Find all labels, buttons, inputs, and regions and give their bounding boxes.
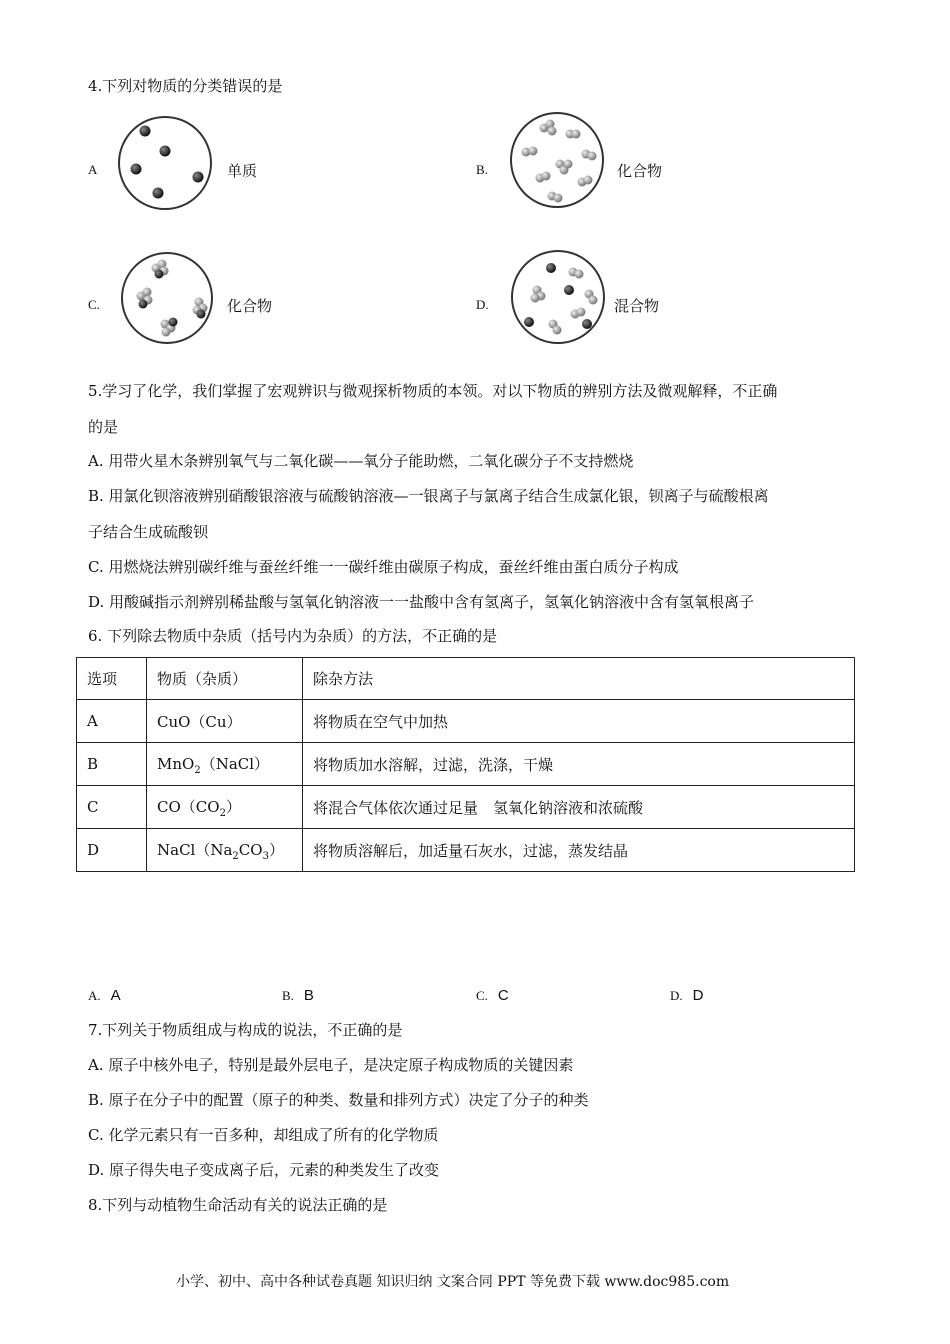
q4-option-c-label: 化合物: [227, 297, 273, 315]
q4-option-c-diagram: [121, 252, 213, 344]
q7-option-c: C. 化学元素只有一百多种，却组成了所有的化学物质: [88, 1126, 439, 1144]
q7-stem: 7.下列关于物质组成与构成的说法，不正确的是: [88, 1021, 403, 1039]
q5-stem-line1: 5.学习了化学，我们掌握了宏观辨识与微观探析物质的本领。对以下物质的辨别方法及微观解释，不正确: [88, 382, 778, 400]
row-option: D: [77, 829, 147, 872]
footer-text: 小学、初中、高中各种试卷真题 知识归纳 文案合同 PPT 等免费下载 www.doc985.com: [176, 1274, 730, 1290]
q6-answer-b: B. B: [282, 987, 314, 1004]
q4-option-b-label: 化合物: [617, 162, 663, 180]
q6-table: [76, 657, 855, 872]
q7-option-a: A. 原子中核外电子，特别是最外层电子，是决定原子构成物质的关键因素: [88, 1056, 574, 1074]
q7-option-b: B. 原子在分子中的配置（原子的种类、数量和排列方式）决定了分子的种类: [88, 1091, 589, 1109]
q4-option-d-letter: D.: [476, 297, 489, 312]
q6-answer-c: C. C: [476, 987, 509, 1004]
q5-option-d: D. 用酸碱指示剂辨别稀盐酸与氢氧化钠溶液一一盐酸中含有氢离子，氢氧化钠溶液中含有氢氧根离子: [88, 593, 755, 611]
header-method: 除杂方法: [303, 658, 855, 700]
table-row: [77, 786, 855, 829]
q6-answer-a: A. A: [88, 987, 121, 1004]
q5-option-b-line1: B. 用氯化钡溶液辨别硝酸银溶液与硫酸钠溶液—一银离子与氯离子结合生成氯化银，钡离子与硫酸根离: [88, 487, 769, 505]
q4-option-a-letter: A: [88, 162, 98, 177]
q8-stem: 8.下列与动植物生命活动有关的说法正确的是: [88, 1196, 388, 1214]
row-method: 将物质溶解后，加适量石灰水，过滤，蒸发结晶: [303, 829, 855, 872]
q4-stem: 4.下列对物质的分类错误的是: [88, 77, 283, 95]
q4-option-a-label: 单质: [227, 162, 258, 180]
row-option: B: [77, 743, 147, 786]
q4-option-a-diagram: [118, 116, 212, 210]
q4-option-d-label: 混合物: [614, 297, 660, 315]
row-substance: $CO(CO_2)$: [147, 786, 303, 829]
table-row: [77, 829, 855, 872]
q5-stem-line2: 的是: [88, 418, 119, 436]
row-substance: MnO$_2$（NaCl）: [147, 743, 303, 786]
row-substance: $NaCl(Na_2CO_3)$: [147, 829, 303, 872]
q4-option-d-diagram: [511, 250, 605, 344]
row-substance: CuO（Cu）: [147, 700, 303, 743]
q6-answer-d: D. D: [670, 987, 704, 1004]
q6-stem: 6. 下列除去物质中杂质（括号内为杂质）的方法，不正确的是: [88, 627, 498, 645]
row-option: C: [77, 786, 147, 829]
table-row: [77, 743, 855, 786]
q4-option-b-diagram: [510, 112, 604, 208]
q4-option-c-letter: C.: [88, 297, 100, 312]
q5-option-c: C. 用燃烧法辨别碳纤维与蚕丝纤维一一碳纤维由碳原子构成，蚕丝纤维由蛋白质分子构成: [88, 558, 679, 576]
q5-option-b-line2: 子结合生成硫酸钡: [88, 523, 209, 541]
row-method: 将物质在空气中加热: [303, 700, 855, 743]
q4-option-b-letter: B.: [476, 162, 488, 177]
header-substance: 物质（杂质）: [147, 658, 303, 700]
table-row: [77, 700, 855, 743]
q7-option-d: D. 原子得失电子变成离子后，元素的种类发生了改变: [88, 1161, 440, 1179]
header-option: 选项: [77, 658, 147, 700]
table-header-row: [77, 658, 855, 700]
row-option: A: [77, 700, 147, 743]
row-method: 将混合气体依次通过足量 氢氧化钠溶液和浓硫酸: [303, 786, 855, 829]
row-method: 将物质加水溶解，过滤，洗涤，干燥: [303, 743, 855, 786]
q5-option-a: A. 用带火星木条辨别氧气与二氧化碳——氧分子能助燃，二氧化碳分子不支持燃烧: [88, 452, 634, 470]
